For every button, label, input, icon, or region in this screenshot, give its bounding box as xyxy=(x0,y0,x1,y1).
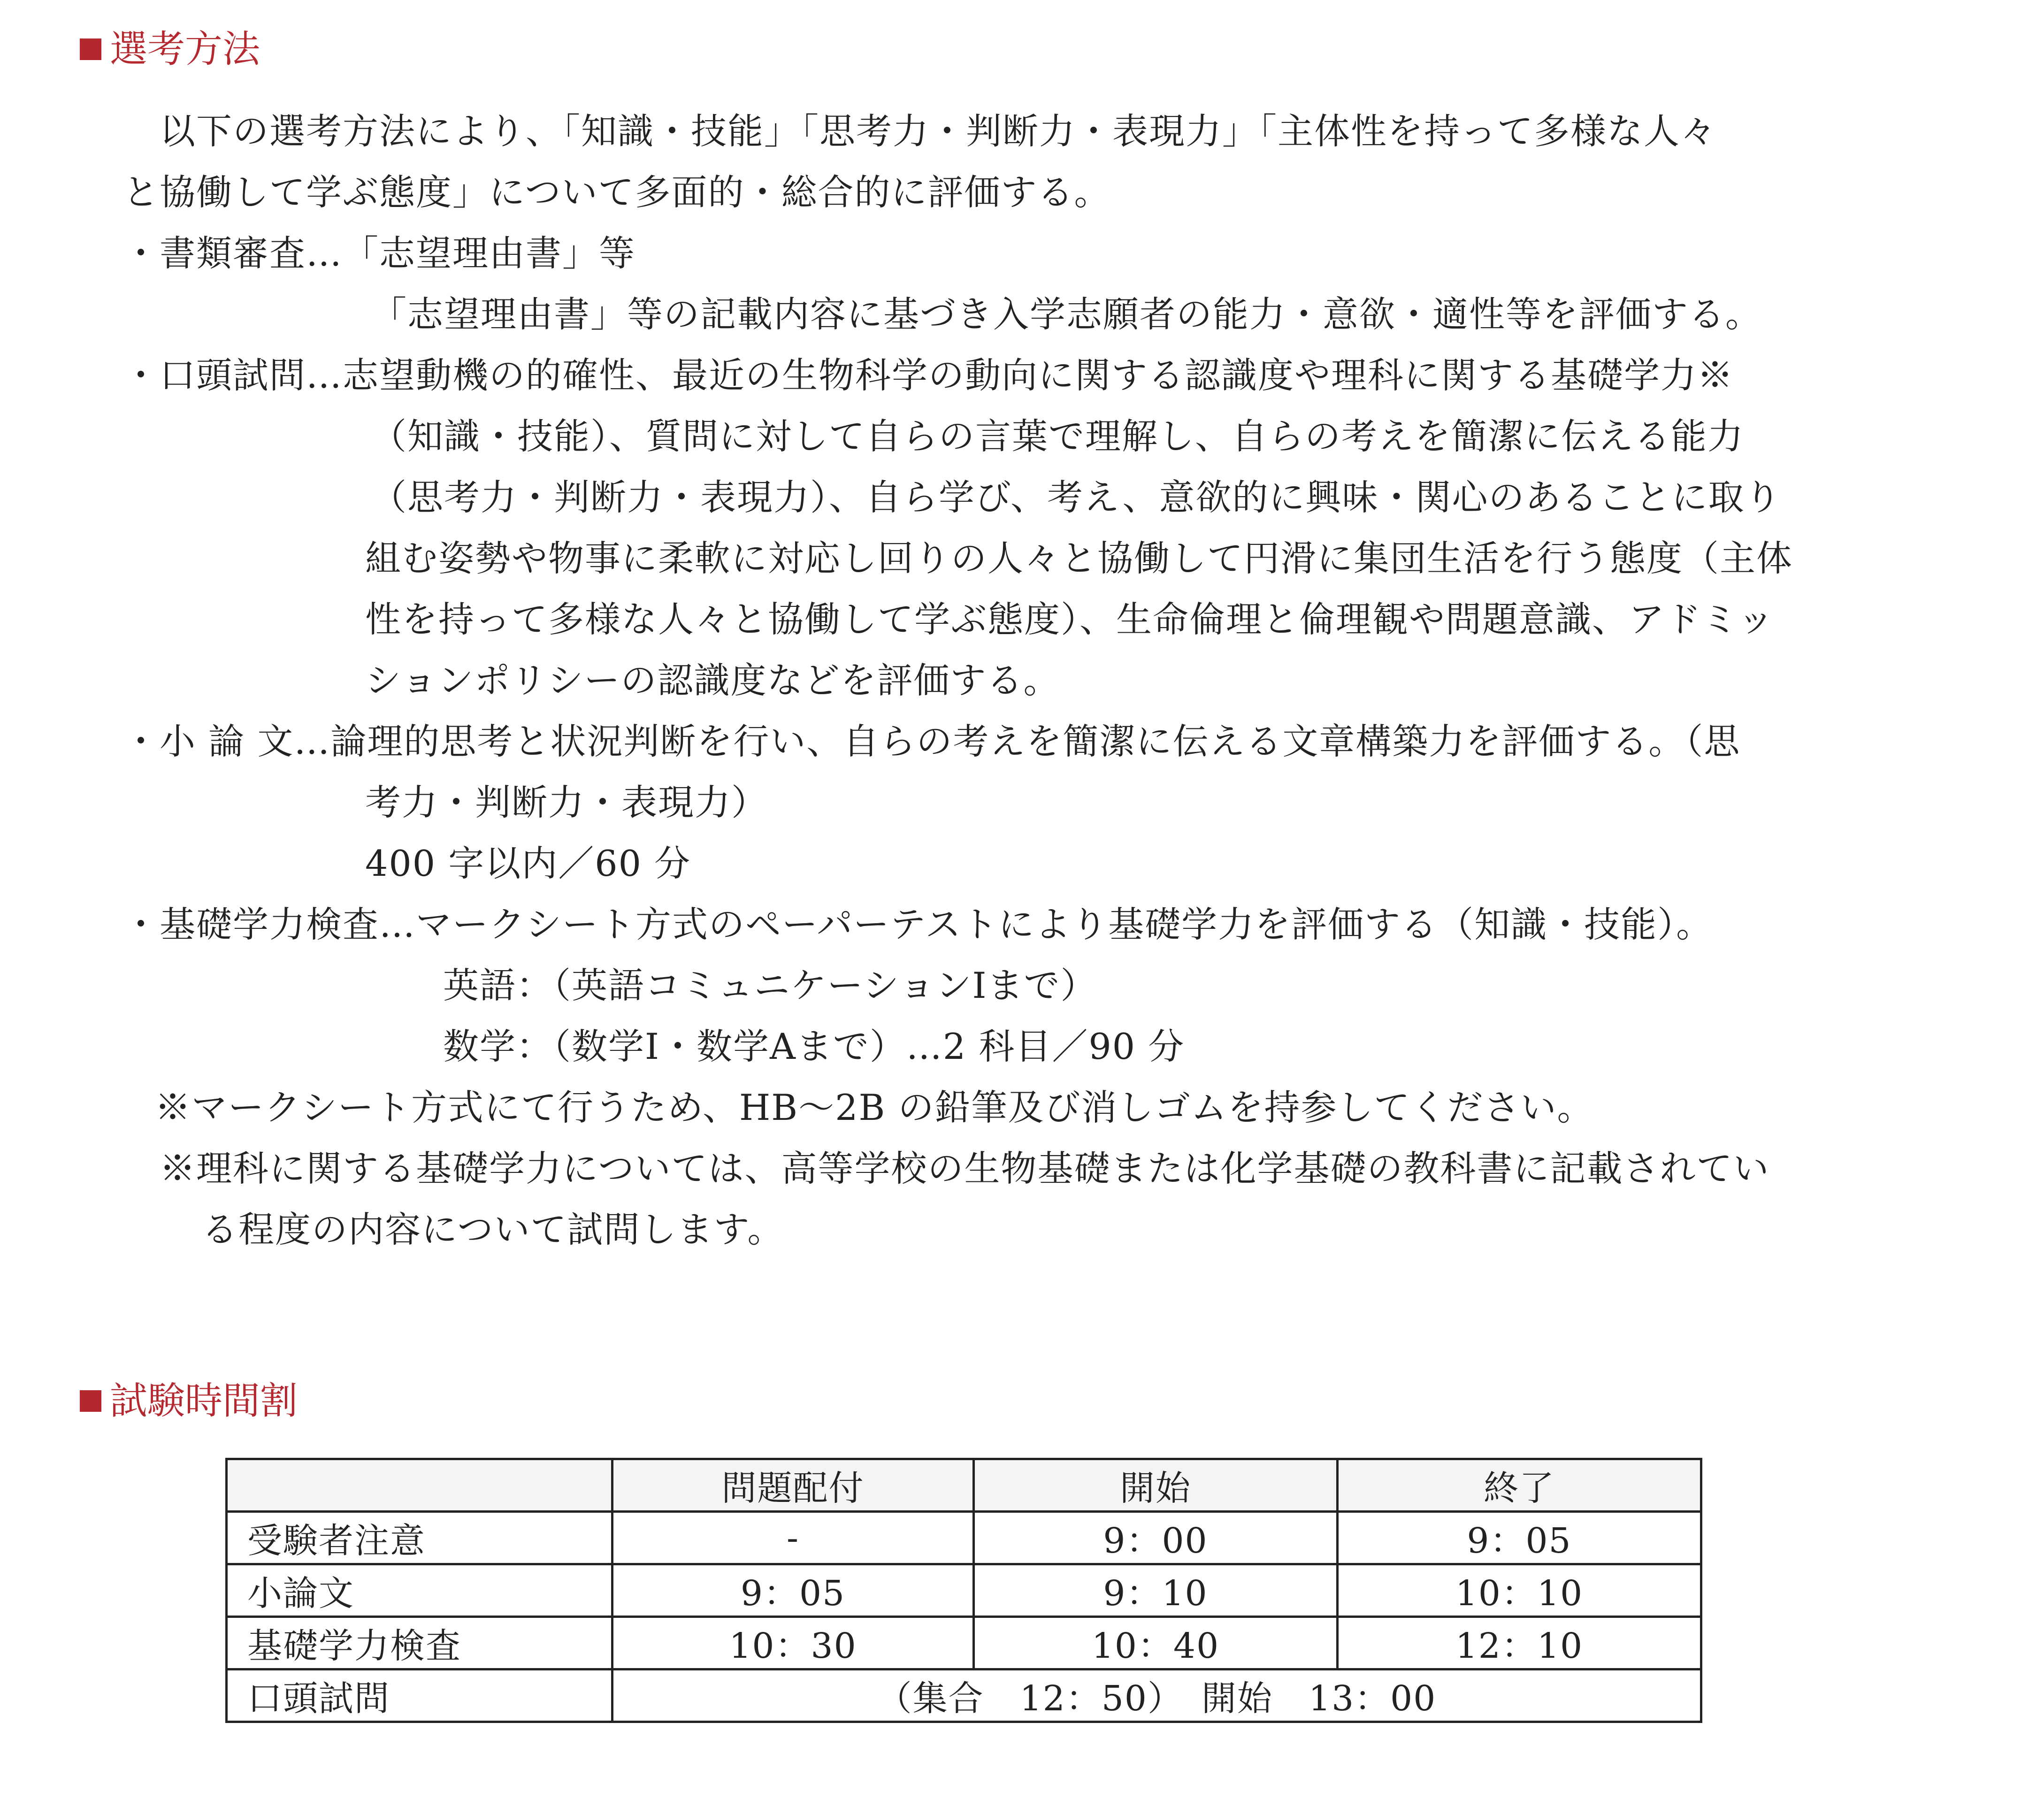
oral-exam-item: ・口頭試問…志望動機の的確性、最近の生物科学の動向に関する認識度や理科に関する基礎学力※ xyxy=(123,354,1734,396)
oral-exam-desc-2: （思考力・判断力・表現力）、自ら学び、考え、意欲的に興味・関心のあることに取り xyxy=(371,476,1782,518)
column-header: 終了 xyxy=(1338,1459,1701,1512)
oral-exam-desc-1: （知識・技能）、質問に対して自らの言葉で理解し、自らの考えを簡潔に伝える能力 xyxy=(371,415,1744,457)
section-heading-selection-method xyxy=(80,26,260,73)
note-science-2: る程度の内容について試問します。 xyxy=(202,1209,784,1250)
oral-exam-desc-3: 組む姿勢や物事に柔軟に対応し回りの人々と協働して円滑に集団生活を行う態度（主体 xyxy=(365,537,1793,579)
table-cell: 10：40 xyxy=(974,1617,1338,1669)
essay-item: ・小 論 文…論理的思考と状況判断を行い、自らの考えを簡潔に伝える文章構築力を評価する。（思 xyxy=(123,720,1741,762)
intro-line-1: 以下の選考方法により、「知識・技能」「思考力・判断力・表現力」「主体性を持って多様な人々 xyxy=(160,110,1717,152)
heading-text: 試験時間割 xyxy=(110,1379,298,1423)
intro-line-2: と協働して学ぶ態度」について多面的・総合的に評価する。 xyxy=(123,171,1111,213)
table-cell: 9：05 xyxy=(612,1564,974,1617)
row-label: 小論文 xyxy=(227,1564,612,1617)
basic-test-item: ・基礎学力検査…マークシート方式のペーパーテストにより基礎学力を評価する（知識・技能）。 xyxy=(123,904,1713,945)
table-row xyxy=(227,1564,1701,1617)
row-label: 基礎学力検査 xyxy=(227,1617,612,1669)
square-bullet-icon xyxy=(80,1390,101,1412)
table-row xyxy=(227,1512,1701,1564)
table-cell: 10：30 xyxy=(612,1617,974,1669)
note-marksheet: ※マークシート方式にて行うため、HB～2B の鉛筆及び消しゴムを持参してください。 xyxy=(155,1087,1594,1128)
table-header-row xyxy=(227,1459,1701,1512)
section-heading-timetable xyxy=(80,1378,298,1424)
table-cell: 9：00 xyxy=(974,1512,1338,1564)
column-header: 開始 xyxy=(974,1459,1338,1512)
table-cell: 12：10 xyxy=(1338,1617,1701,1669)
oral-exam-desc-5: ションポリシーの認識度などを評価する。 xyxy=(365,659,1060,701)
table-row xyxy=(227,1669,1701,1722)
table-row xyxy=(227,1617,1701,1669)
column-header: 問題配付 xyxy=(612,1459,974,1512)
row-label: 口頭試問 xyxy=(227,1669,612,1722)
heading-text: 選考方法 xyxy=(110,27,260,71)
table-cell: - xyxy=(612,1512,974,1564)
basic-test-english: 英語：（英語コミュニケーションⅠまで） xyxy=(443,965,1097,1006)
essay-desc: 考力・判断力・表現力） xyxy=(365,781,768,823)
oral-exam-desc-4: 性を持って多様な人々と協働して学ぶ態度）、生命倫理と倫理観や問題意識、アドミッ xyxy=(365,598,1775,640)
square-bullet-icon xyxy=(80,38,101,60)
note-science-1: ※理科に関する基礎学力については、高等学校の生物基礎または化学基礎の教科書に記載されてい xyxy=(160,1148,1770,1189)
row-label: 受験者注意 xyxy=(227,1512,612,1564)
table-cell: 9：05 xyxy=(1338,1512,1701,1564)
basic-test-math: 数学：（数学Ⅰ・数学Aまで）…2 科目／90 分 xyxy=(443,1026,1185,1067)
table-cell: 9：10 xyxy=(974,1564,1338,1617)
document-review-desc: 「志望理由書」等の記載内容に基づき入学志願者の能力・意欲・適性等を評価する。 xyxy=(371,293,1762,335)
table-cell: 10：10 xyxy=(1338,1564,1701,1617)
exam-timetable xyxy=(225,1458,1702,1723)
document-review-item: ・書類審査…「志望理由書」等 xyxy=(123,232,635,274)
oral-exam-schedule-cell: （集合 12：50） 開始 13：00 xyxy=(612,1669,1701,1722)
column-header xyxy=(227,1459,612,1512)
essay-limit: 400 字以内／60 分 xyxy=(365,842,691,884)
